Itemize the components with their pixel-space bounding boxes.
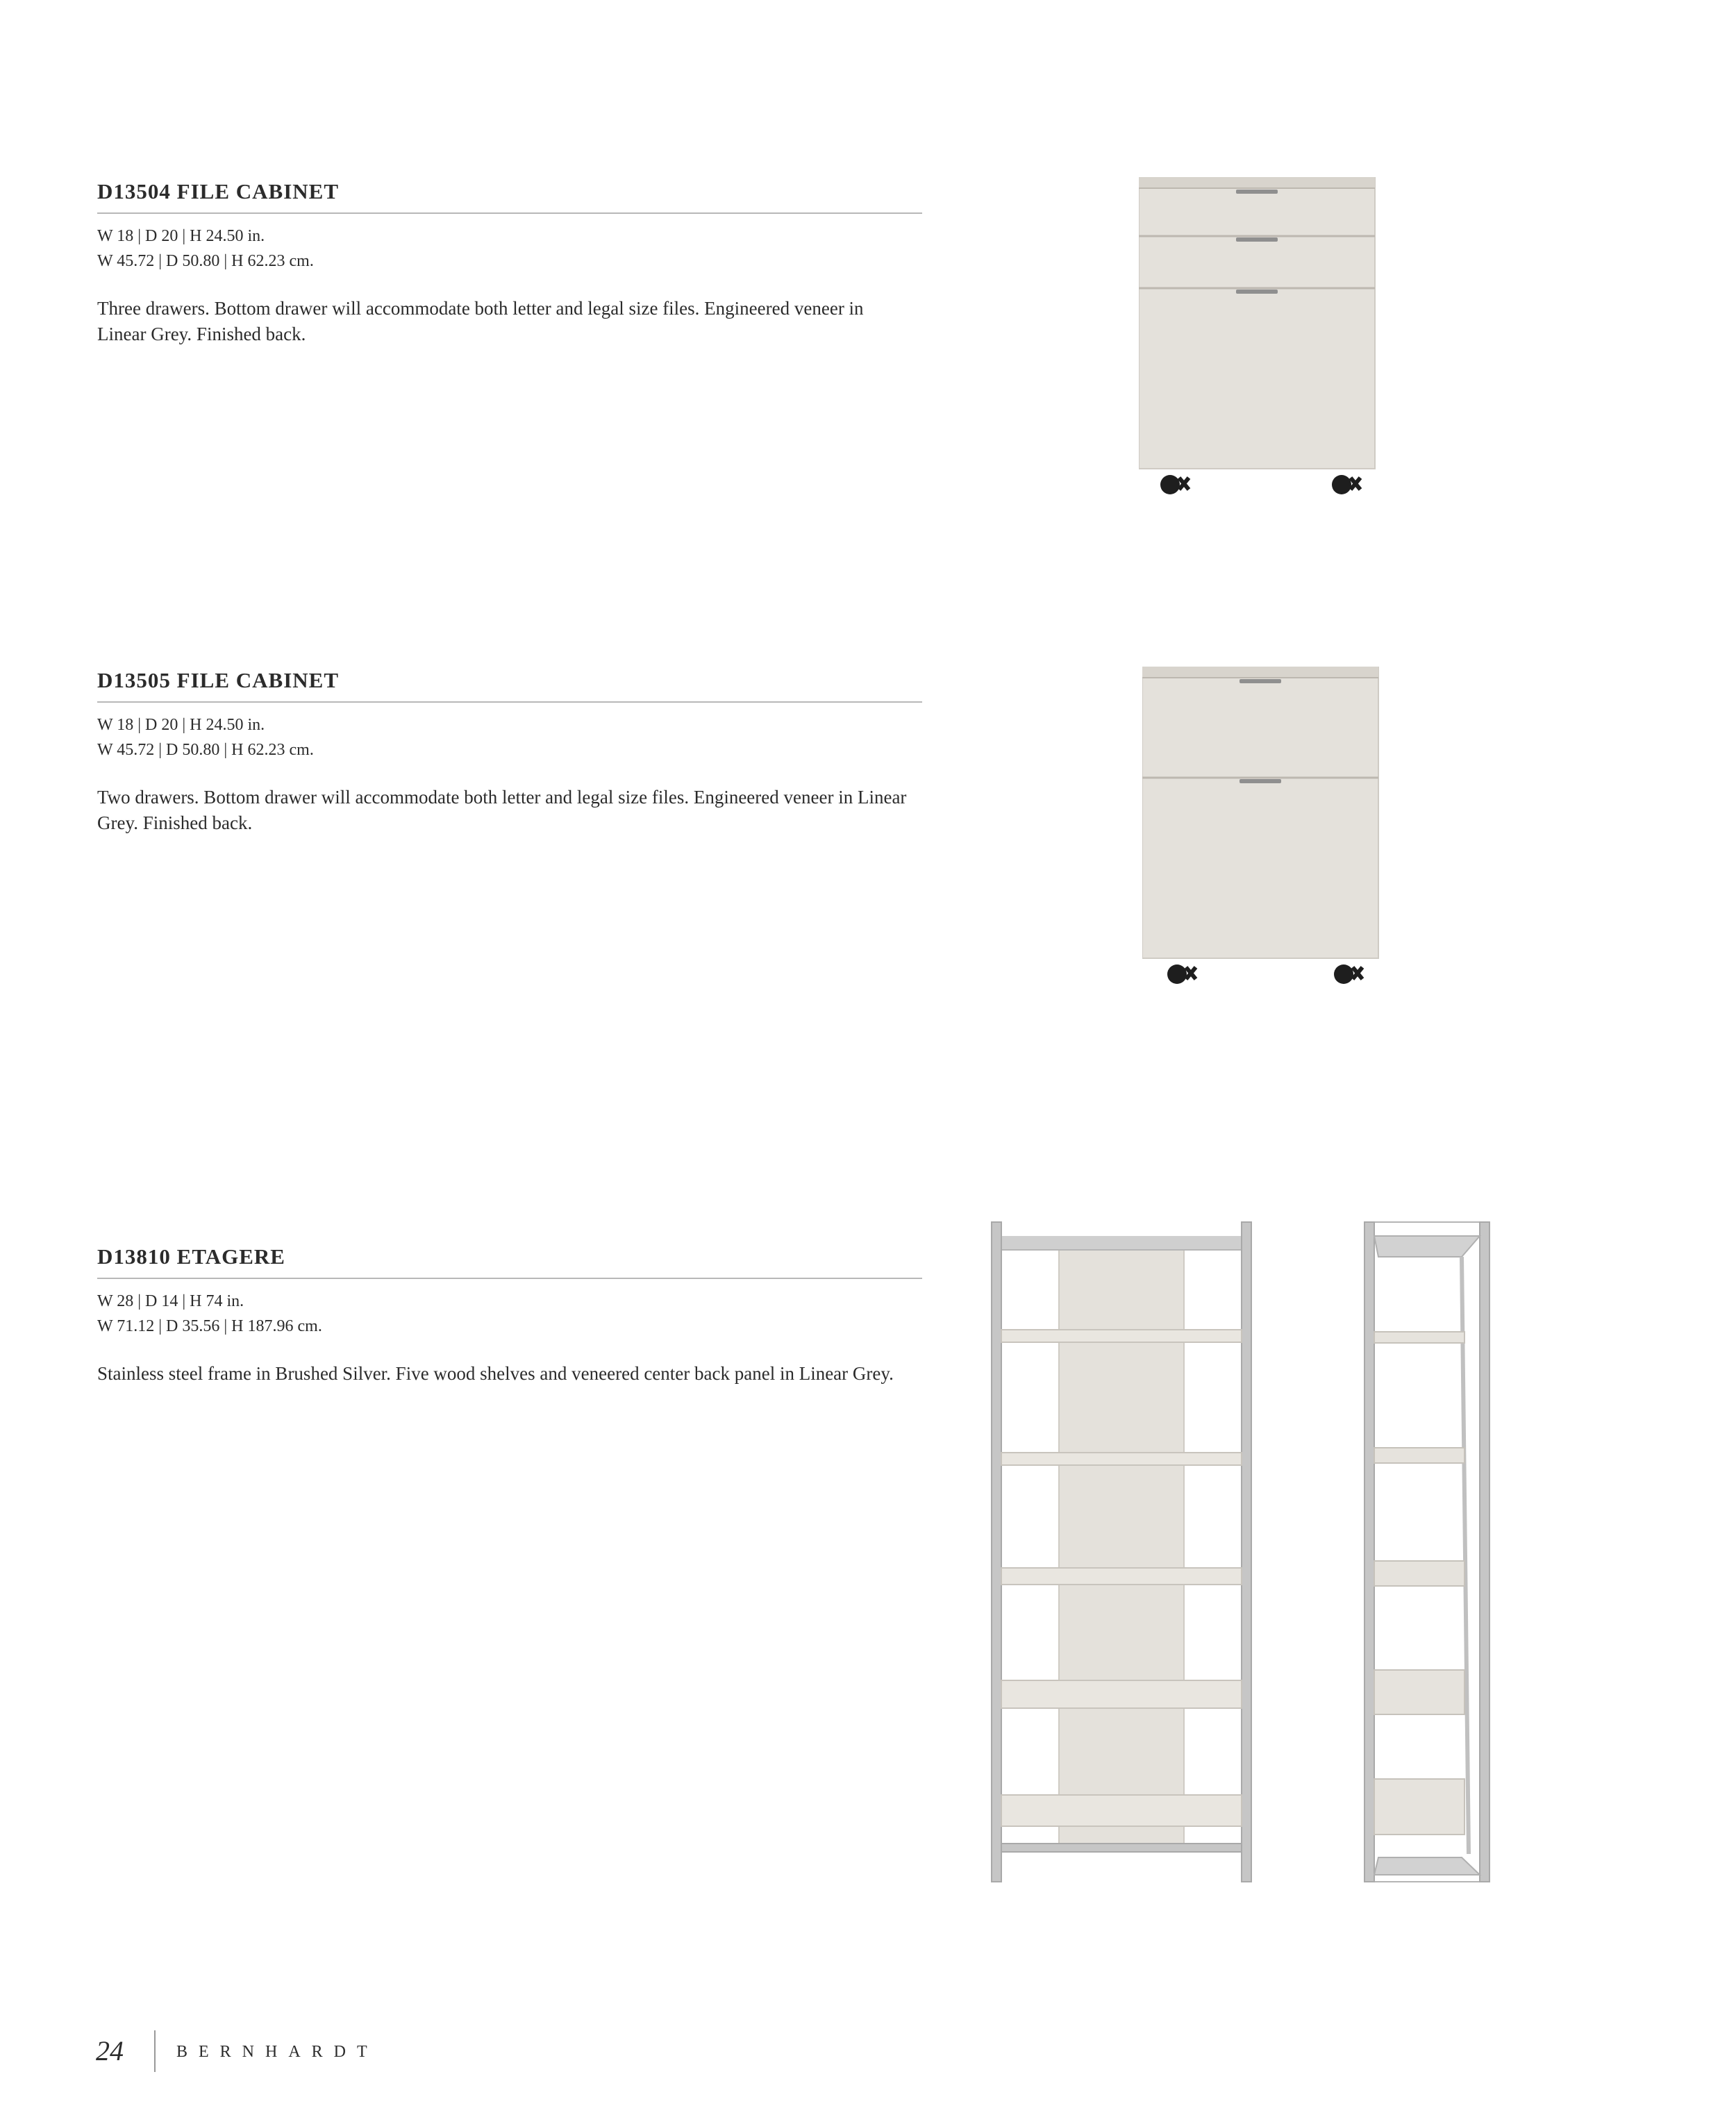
product-title: D13505 FILE CABINET	[97, 668, 922, 703]
product-d13504	[97, 179, 922, 347]
product-dimensions	[97, 712, 922, 762]
product-title: D13810 ETAGERE	[97, 1244, 922, 1279]
product-title: D13504 FILE CABINET	[97, 179, 922, 214]
caster-right-icon	[1334, 964, 1362, 984]
product-dimensions	[97, 1289, 922, 1339]
dimensions-cm: W 45.72 | D 50.80 | H 62.23 cm.	[97, 741, 314, 759]
dimensions-cm: W 71.12 | D 35.56 | H 187.96 cm.	[97, 1317, 322, 1335]
page-number: 24	[96, 2035, 124, 2066]
dimensions-inches: W 28 | D 14 | H 74 in.	[97, 1292, 244, 1310]
footer-divider	[154, 2030, 156, 2072]
product-description: Stainless steel frame in Brushed Silver. Five wood shelves and veneered center back panel in Linear Grey.	[97, 1363, 894, 1384]
caster-left-icon	[1160, 475, 1189, 494]
three-drawer-file-cabinet-image	[1139, 177, 1389, 503]
dimensions-cm: W 45.72 | D 50.80 | H 62.23 cm.	[97, 252, 314, 270]
product-description: Two drawers. Bottom drawer will accommodate both letter and legal size files. Engineered veneer in Linear Grey. Finished back.	[97, 787, 907, 833]
dimensions-inches: W 18 | D 20 | H 24.50 in.	[97, 716, 265, 734]
two-drawer-file-cabinet-image	[1142, 667, 1392, 993]
product-d13810	[97, 1244, 922, 1387]
caster-right-icon	[1332, 475, 1360, 494]
product-dimensions	[97, 224, 922, 274]
etagere-side-image	[1358, 1208, 1496, 1889]
product-description: Three drawers. Bottom drawer will accommodate both letter and legal size files. Engineered veneer in Linear Grey. Finished back.	[97, 298, 864, 344]
brand-name: BERNHARDT	[176, 2043, 378, 2061]
product-d13505	[97, 668, 922, 836]
caster-left-icon	[1167, 964, 1196, 984]
dimensions-inches: W 18 | D 20 | H 24.50 in.	[97, 227, 265, 245]
etagere-front-image	[986, 1208, 1257, 1889]
